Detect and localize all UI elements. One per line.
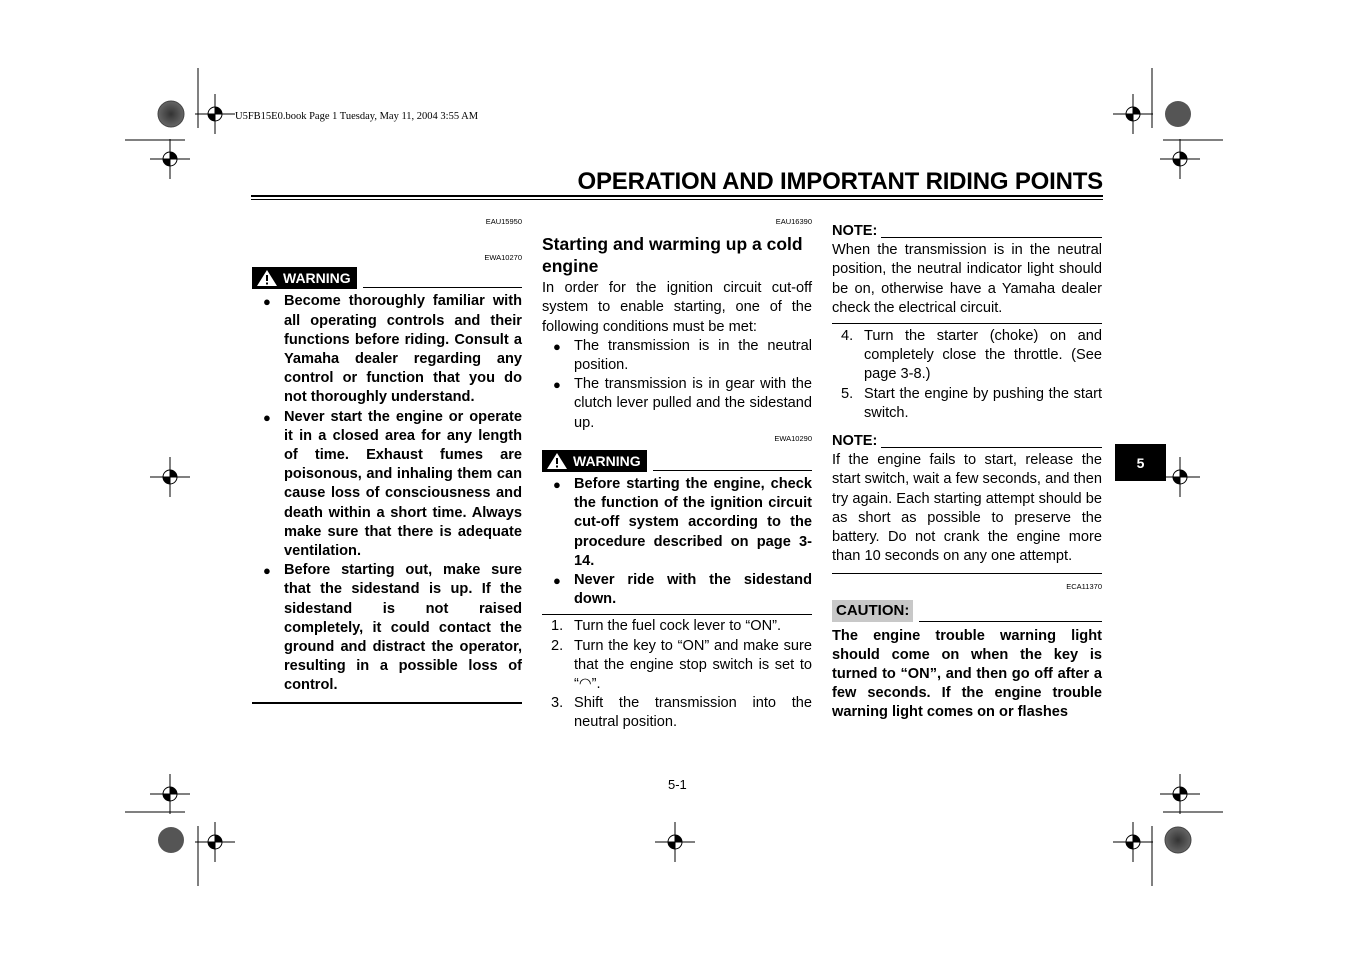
list-item: ● Before starting out, make sure that the sidestand is up. If the sidestand is not raised completely, it could contact the ground and distract the operator, resulting in a possible loss of control.	[263, 562, 522, 694]
doc-code: EWA10270	[484, 253, 522, 263]
warning-label: WARNING	[283, 270, 351, 287]
step-item: 3. Shift the transmission into the neutral position.	[551, 695, 812, 731]
step-item: 4. Turn the starter (choke) on and completely close the throttle. (See page 3-8.)	[841, 328, 1102, 383]
title-rule	[251, 195, 1103, 197]
doc-code: EAU16390	[775, 217, 812, 226]
note-header	[832, 222, 1102, 241]
warning-label: WARNING	[573, 453, 641, 470]
heading: Starting and warming up a cold engine	[542, 234, 803, 277]
warning-badge	[542, 450, 647, 472]
doc-code: EAU15950	[485, 217, 522, 226]
intro-text: In order for the ignition circuit cut-off system to enable starting, one of the following conditions must be met:	[542, 280, 812, 335]
note-end-rule	[832, 573, 1102, 574]
title-rule-thin	[251, 199, 1103, 200]
list-item: ● Become thoroughly familiar with all operating controls and their functions before riding. Consult a Yamaha dealer regarding any control or function that you do not thoroughly understand.	[263, 293, 522, 406]
warning-badge	[252, 267, 357, 289]
step-item: 5. Start the engine by pushing the start switch.	[841, 385, 1102, 421]
doc-code: ECA11370	[1066, 582, 1102, 592]
warning-header	[252, 267, 522, 289]
caution-header	[832, 600, 1102, 622]
step-item: 1. Turn the fuel cock lever to “ON”.	[551, 618, 782, 635]
note-label: NOTE:	[832, 433, 878, 450]
steps-list	[832, 327, 1102, 423]
book-info: U5FB15E0.book Page 1 Tuesday, May 11, 2004 3:55 AM	[235, 111, 479, 122]
list-item: ● Never start the engine or operate it in a closed area for any length of time. Exhaust fumes are poisonous, and inhaling them can cause loss of consciousness and death within a short time. Always make sure that there is adequate ventilation.	[263, 408, 522, 560]
section-title: OPERATION AND IMPORTANT RIDING POINTS	[577, 168, 1103, 195]
column-2	[542, 212, 812, 733]
warning-end-rule	[252, 702, 522, 704]
column-1	[252, 212, 522, 704]
caution-text: The engine trouble warning light should come on when the key is turned to “ON”, and then go off after a few seconds. If the engine trouble warning light comes on or flashes	[832, 627, 1102, 721]
note-text: When the transmission is in the neutral position, the neutral indicator light should be on, otherwise have a Yamaha dealer check the electrical circuit.	[832, 242, 1102, 316]
note-label: NOTE:	[832, 223, 878, 239]
warning-list	[252, 292, 522, 695]
list-item: ● Before starting the engine, check the function of the ignition circuit cut-off system according to the procedure described on page 3-14.	[553, 476, 812, 569]
list-item: ● The transmission is in gear with the clutch lever pulled and the sidestand up.	[553, 376, 812, 431]
warning-triangle-icon	[256, 269, 278, 287]
steps-list	[542, 617, 812, 732]
warning-triangle-icon	[546, 452, 568, 470]
caution-badge: CAUTION:	[832, 600, 913, 622]
page-number: 5-1	[668, 777, 687, 792]
note-header	[832, 432, 1102, 451]
list-item: ● The transmission is in the neutral position.	[553, 337, 812, 374]
warning-list	[542, 475, 812, 609]
step-item: 2. Turn the key to “ON” and make sure that the engine stop switch is set to “◠”.	[551, 637, 812, 693]
note-end-rule	[832, 323, 1102, 324]
note-text: If the engine fails to start, release the start switch, wait a few seconds, and then try again. Each starting attempt should be as short as possible to preserve the battery. Do not crank the engine more than 10 seconds on any one attempt.	[832, 452, 1102, 565]
list-item: ● Never ride with the sidestand down.	[553, 572, 812, 608]
doc-code: EWA10290	[774, 433, 812, 443]
conditions-list	[542, 337, 812, 433]
warning-header	[542, 450, 812, 472]
warning-end-rule	[542, 614, 812, 615]
column-3	[832, 222, 1102, 723]
chapter-tab: 5	[1115, 444, 1166, 481]
